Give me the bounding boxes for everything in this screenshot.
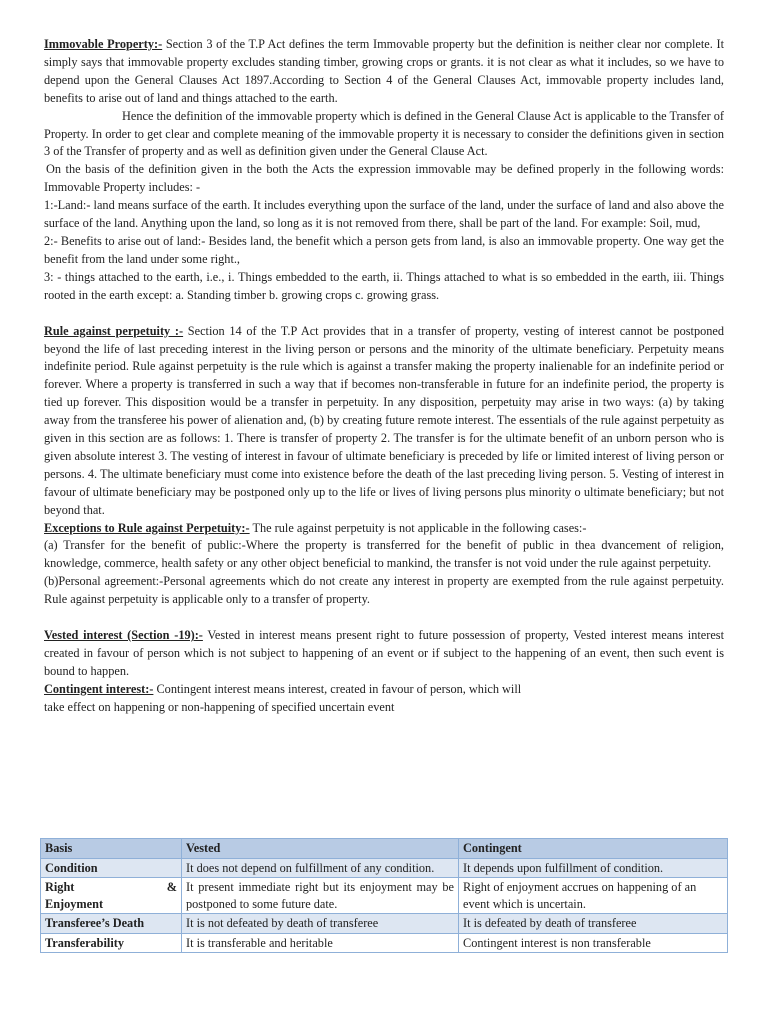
immovable-text: Section 3 of the T.P Act defines the term Immovable property but the definition is neither clear nor complete. It simply says that immovable property excludes standing timber, growing crops or grants. it is not clear as what it includes, so we have to depend upon the General Clauses Act 1897.According to Section 4 of the General Clauses Act, immovable property includes land, benefits to arise out of land and things attached to the earth. xyxy=(44,37,724,105)
table-cell-basis: Condition xyxy=(41,858,182,878)
table-header-basis: Basis xyxy=(41,839,182,859)
table-cell-vested: It is transferable and heritable xyxy=(182,933,459,953)
exceptions-heading: Exceptions to Rule against Perpetuity:- xyxy=(44,520,250,535)
document-body xyxy=(44,36,724,717)
table-row xyxy=(41,878,728,914)
table-header-contingent: Contingent xyxy=(459,839,728,859)
contingent-text-line1: Contingent interest means interest, created in favour of person, which will xyxy=(153,681,522,696)
basis-enjoyment: Enjoyment xyxy=(45,896,104,911)
perpetuity-text: Section 14 of the T.P Act provides that in a transfer of property, vesting of interest cannot be postponed beyond the life of last preceding interest in the living person or persons and the minority of the ultimate beneficiary. Perpetuity means indefinite period. Rule against perpetuity is the rule which is against a transfer making the property inalienable for an indefinite period or forever. Where a property is transferred in such a way that if becomes non-transferable in future for an indefinite period, the property is tied up forever. This disposition would be a transfer in perpetuity. In any disposition, perpetuity may arise in two ways: (a) by taking away from the transferee his power of alienation and, (b) by creating future remote interest. The essentials of the rule against perpetuity as given in this section are as follows: 1. There is transfer of property 2. The transfer is for the ultimate benefit of an unborn person who is given absolute interest 3. The vesting of interest in favour of ultimate beneficiary is preceded by life or limited interest of living person or persons. 4. The ultimate beneficiary must come into existence before the death of the last preceding living person. 5. Vesting of interest in favour of ultimate beneficiary may be postponed only up to the life or lives of living persons plus minority o ultimate beneficiary; but not beyond that. xyxy=(44,323,725,517)
things-attached-item: 3: - things attached to the earth, i.e., i. Things embedded to the earth, ii. Things attached to what is so embedded in the earth, iii. Things rooted in the earth except: a. Standing timber b. growing crops c. growing grass. xyxy=(44,269,724,302)
immovable-paragraph-3: On the basis of the definition given in the both the Acts the expression immovable may be defined properly in the following words: Immovable Property includes: - xyxy=(44,162,724,195)
perpetuity-heading: Rule against perpetuity :- xyxy=(44,323,184,338)
contingent-text-line2: take effect on happening or non-happening of specified uncertain event xyxy=(44,699,395,714)
table-cell-contingent: Right of enjoyment accrues on happening of an event which is uncertain. xyxy=(459,878,728,914)
vested-paragraph xyxy=(44,627,724,681)
table-cell-vested: It does not depend on fulfillment of any condition. xyxy=(182,858,459,878)
table-header-vested: Vested xyxy=(182,839,459,859)
comparison-table xyxy=(40,838,728,953)
exceptions-intro: The rule against perpetuity is not applicable in the following cases:- xyxy=(249,520,587,535)
table-cell-vested: It is not defeated by death of transferee xyxy=(182,914,459,934)
vested-heading: Vested interest (Section -19):- xyxy=(44,628,203,643)
contingent-paragraph xyxy=(44,681,724,717)
land-item: 1:-Land:- land means surface of the earth. It includes everything upon the surface of the land, under the surface of land and also above the surface of the land. Anything upon the land, so long as it is not removed from there, shall be part of the land. For example: Soil, mud, xyxy=(44,198,724,231)
basis-ampersand: & xyxy=(166,880,177,894)
table-cell-basis xyxy=(41,878,182,914)
table-cell-contingent: It is defeated by death of transferee xyxy=(459,914,728,934)
benefits-item: 2:- Benefits to arise out of land:- Besides land, the benefit which a person gets from land, is also an immovable property. One way get the benefit from the land under some right., xyxy=(44,233,724,266)
table-cell-vested: It present immediate right but its enjoyment may be postponed to some future date. xyxy=(182,878,459,914)
immovable-paragraph-2: Hence the definition of the immovable property which is defined in the General Clause Act is applicable to the Transfer of Property. In order to get clear and complete meaning of the immovable property it is necessary to consider the definitions given in section 3 of the Transfer of property and as well as definition given under the General Clause Act. xyxy=(44,108,724,159)
exceptions-paragraph xyxy=(44,520,724,538)
perpetuity-paragraph xyxy=(44,323,724,520)
table-row xyxy=(41,858,728,878)
exception-b: (b)Personal agreement:-Personal agreements which do not create any interest in property are exempted from the rule against perpetuity. Rule against perpetuity is applicable only to a transfer of property. xyxy=(44,574,724,607)
basis-right: Right xyxy=(45,880,75,894)
immovable-heading: Immovable Property:- xyxy=(44,37,163,51)
table-header-row xyxy=(41,839,728,859)
table-row xyxy=(41,933,728,953)
table-cell-basis: Transferability xyxy=(41,933,182,953)
immovable-paragraph xyxy=(44,36,724,108)
table-cell-contingent: It depends upon fulfillment of condition. xyxy=(459,858,728,878)
table-cell-contingent: Contingent interest is non transferable xyxy=(459,933,728,953)
contingent-heading: Contingent interest:- xyxy=(44,681,154,696)
table-row xyxy=(41,914,728,934)
table-cell-basis: Transferee’s Death xyxy=(41,914,182,934)
exception-a: (a) Transfer for the benefit of public:-Where the property is transferred for the benefit of public in thea dvancement of religion, knowledge, commerce, health safety or any other object beneficial to mankind, the transfer is not void under the rule against perpetuity. xyxy=(44,538,724,571)
vested-text: Vested in interest means present right to future possession of property, Vested interest means interest created in favour of person which is not subject to happening of an event or if subject to the happening of an event, then such event is bound to happen. xyxy=(44,628,724,678)
